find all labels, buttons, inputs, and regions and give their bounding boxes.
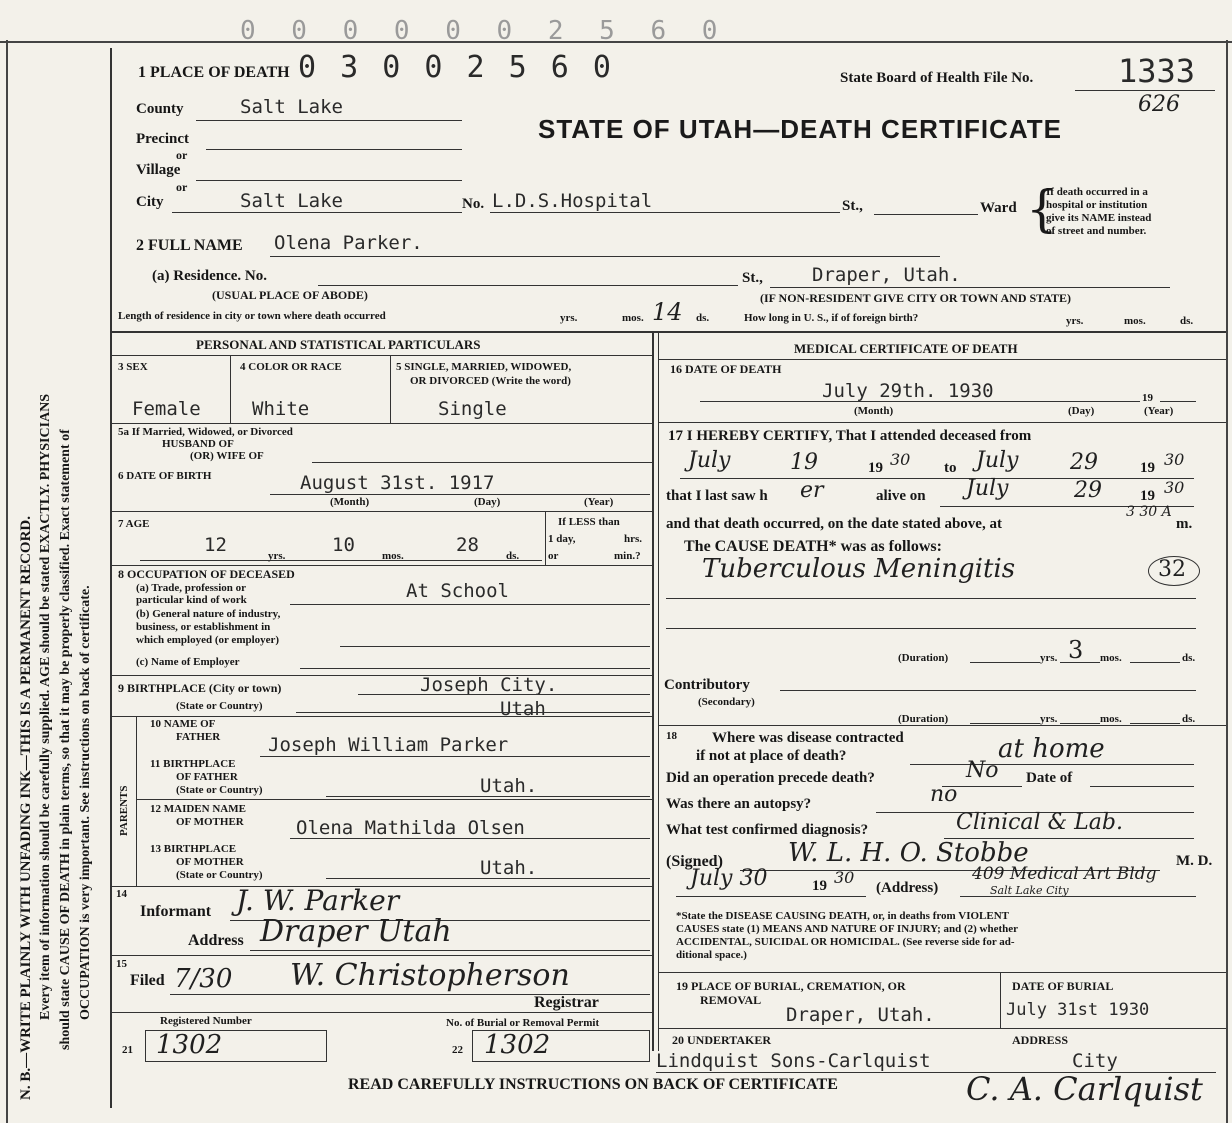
- us-ds: ds.: [1180, 315, 1194, 327]
- burial-label-2: REMOVAL: [700, 993, 762, 1007]
- burial-place: Draper, Utah.: [786, 1004, 935, 1026]
- village-label: Village: [136, 162, 181, 178]
- contributory-label: Contributory: [664, 677, 750, 693]
- sex-value: Female: [132, 398, 201, 420]
- less-hrs: hrs.: [624, 533, 643, 545]
- dob-day: (Day): [474, 496, 501, 508]
- mother-birthplace: Utah.: [480, 857, 538, 879]
- informant-address: Draper Utah: [260, 914, 452, 949]
- file-number-label: State Board of Health File No.: [840, 70, 1034, 86]
- father-bp-1: 11 BIRTHPLACE: [150, 758, 236, 770]
- birthplace-state: Utah: [500, 698, 546, 720]
- dod-year: (Year): [1144, 405, 1174, 417]
- certify-line: 17 I HEREBY CERTIFY, That I attended deceased from: [668, 428, 1032, 444]
- registered-number-label: Registered Number: [160, 1015, 252, 1027]
- father-label-2: FATHER: [176, 731, 221, 743]
- item-15-number: 15: [116, 958, 127, 970]
- operation-date-label: Date of: [1026, 770, 1073, 786]
- test-label: What test confirmed diagnosis?: [666, 822, 869, 838]
- birthplace-city: Joseph City.: [420, 674, 558, 696]
- autopsy-label: Was there an autopsy?: [666, 796, 812, 812]
- personal-heading: PERSONAL AND STATISTICAL PARTICULARS: [196, 337, 481, 352]
- duration2-yrs: yrs.: [1040, 713, 1058, 725]
- street-no-value: L.D.S.Hospital: [492, 190, 653, 212]
- duration-mos: mos.: [1100, 652, 1122, 664]
- document-title: STATE OF UTAH—DEATH CERTIFICATE: [538, 114, 1062, 144]
- city-value: Salt Lake: [240, 190, 343, 212]
- item-18-number: 18: [666, 730, 677, 742]
- place-of-death-label: 1 PLACE OF DEATH: [138, 64, 290, 81]
- mother-bp-3: (State or Country): [176, 869, 263, 881]
- attended-to-label: to: [944, 460, 957, 476]
- occupation-b-2: business, or establishment in: [136, 621, 271, 633]
- cause-value: Tuberculous Meningitis: [702, 554, 1016, 584]
- length-of-residence-label: Length of residence in city or town where death occurred: [118, 310, 386, 322]
- item-14-number: 14: [116, 888, 127, 900]
- age-ds: ds.: [506, 550, 520, 562]
- attended-to-month: July: [976, 448, 1019, 473]
- occupation-b-1: (b) General nature of industry,: [136, 608, 281, 620]
- or-1: or: [176, 148, 188, 162]
- last-saw-label: that I last saw h: [666, 488, 768, 504]
- spouse-label-3: (OR) WIFE OF: [190, 450, 264, 462]
- age-mos: mos.: [382, 550, 404, 562]
- form-left-rule: [110, 48, 112, 1108]
- residence-st-label: St.,: [742, 270, 763, 286]
- ward-label: Ward: [980, 200, 1017, 216]
- dod-label: 16 DATE OF DEATH: [670, 362, 782, 376]
- side-note-line-2: Every item of information should be carefully supplied. AGE should be stated EXACTLY. PHYSICIANS: [38, 393, 53, 1020]
- father-value: Joseph William Parker: [268, 734, 509, 756]
- attended-from-19: 19: [868, 460, 883, 476]
- mother-bp-2: OF MOTHER: [176, 856, 244, 868]
- cause-code: 32: [1158, 557, 1186, 582]
- color-value: White: [252, 398, 310, 420]
- undertaker-address-label: ADDRESS: [1012, 1033, 1069, 1047]
- residence-value: Draper, Utah.: [812, 264, 961, 286]
- ward-note-4: of street and number.: [1046, 225, 1147, 237]
- length-yrs: yrs.: [560, 312, 578, 324]
- file-number: 1333: [1118, 52, 1196, 90]
- precinct-label: Precinct: [136, 131, 190, 147]
- note-line-3: ACCIDENTAL, SUICIDAL OR HOMICIDAL. (See reverse side for ad-: [676, 936, 1015, 948]
- city-label: City: [136, 194, 164, 210]
- full-name-label: 2 FULL NAME: [136, 237, 243, 254]
- occupation-value: At School: [406, 580, 509, 602]
- dod-value: July 29th. 1930: [822, 380, 994, 402]
- spouse-label-1: 5a If Married, Widowed, or Divorced: [118, 426, 293, 438]
- dod-19: 19: [1142, 392, 1153, 404]
- sex-label: 3 SEX: [118, 361, 148, 373]
- where-contracted-value: at home: [998, 734, 1105, 764]
- length-ds: ds.: [696, 312, 710, 324]
- less-min: min.?: [614, 550, 641, 562]
- alive-month: July: [966, 476, 1009, 501]
- attended-to-19: 19: [1140, 460, 1155, 476]
- duration2-label: (Duration): [898, 713, 949, 725]
- undertaker-label: 20 UNDERTAKER: [672, 1033, 772, 1047]
- right-border: [1226, 40, 1228, 1123]
- or-2: or: [176, 180, 188, 194]
- death-m-label: m.: [1176, 516, 1193, 532]
- color-label: 4 COLOR OR RACE: [240, 361, 342, 373]
- mother-label-2: OF MOTHER: [176, 816, 244, 828]
- father-label-1: 10 NAME OF: [150, 718, 216, 730]
- undertaker-address: City: [1072, 1050, 1118, 1072]
- us-yrs: yrs.: [1066, 315, 1084, 327]
- duration-label: (Duration): [898, 652, 949, 664]
- signed-label: (Signed): [666, 853, 723, 870]
- birthplace-state-label: (State or Country): [176, 700, 263, 712]
- burial-date-label: DATE OF BURIAL: [1012, 979, 1114, 993]
- md-label: M. D.: [1176, 853, 1213, 869]
- age-days: 28: [456, 534, 479, 556]
- top-border: [0, 41, 1232, 43]
- alive-on-label: alive on: [876, 488, 926, 504]
- ward-note-3: give its NAME instead: [1046, 212, 1152, 224]
- burial-date: July 31st 1930: [1006, 1000, 1150, 1020]
- dod-month: (Month): [854, 405, 894, 417]
- nonresident-label: (IF NON-RESIDENT GIVE CITY OR TOWN AND STATE): [760, 291, 1072, 305]
- full-name-value: Olena Parker.: [274, 232, 423, 254]
- note-line-1: *State the DISEASE CAUSING DEATH, or, in deaths from VIOLENT: [676, 910, 1010, 922]
- death-occurred-label: and that death occurred, on the date stated above, at: [666, 516, 1002, 532]
- faded-top-number: 0 0 0 0 0 0 2 5 6 0: [240, 16, 728, 46]
- usual-place-label: (USUAL PLACE OF ABODE): [212, 288, 368, 302]
- attended-from-year: 30: [890, 450, 911, 469]
- medical-heading: MEDICAL CERTIFICATE OF DEATH: [794, 341, 1018, 356]
- undertaker-signature: C. A. Carlquist: [966, 1070, 1203, 1108]
- physician-signature: W. L. H. O. Stobbe: [788, 838, 1029, 868]
- parents-label: PARENTS: [118, 785, 130, 836]
- where-contracted-label-2: if not at place of death?: [696, 748, 847, 764]
- age-yrs: yrs.: [268, 550, 286, 562]
- duration-mos-value: 3: [1068, 636, 1084, 664]
- burial-permit-label: No. of Burial or Removal Permit: [446, 1017, 600, 1029]
- mother-value: Olena Mathilda Olsen: [296, 817, 525, 839]
- registrar-signature: W. Christopherson: [290, 958, 570, 993]
- operation-label: Did an operation precede death?: [666, 770, 875, 786]
- autopsy-value: no: [930, 782, 958, 807]
- duration-ds: ds.: [1182, 652, 1196, 664]
- age-years: 12: [204, 534, 227, 556]
- operation-value: No: [966, 758, 999, 783]
- marital-label-2: OR DIVORCED (Write the word): [410, 375, 571, 387]
- side-note-line-4: OCCUPATION is very important. See instructions on back of certificate.: [78, 585, 93, 1020]
- less-or: or: [548, 550, 559, 562]
- alive-year: 30: [1164, 478, 1185, 497]
- occupation-a-2: particular kind of work: [136, 594, 247, 606]
- attended-from-day: 19: [790, 450, 818, 475]
- death-time: 3 30 A: [1126, 504, 1172, 520]
- how-long-us-label: How long in U. S., if of foreign birth?: [744, 312, 919, 324]
- certificate-stamp-number: 0 3 0 0 2 5 6 0: [298, 50, 614, 85]
- occupation-a-1: (a) Trade, profession or: [136, 582, 246, 594]
- attended-to-year: 30: [1164, 450, 1185, 469]
- ward-note-1: If death occurred in a: [1046, 186, 1148, 198]
- father-bp-3: (State or Country): [176, 784, 263, 796]
- physician-address: 409 Medical Art Bldg: [972, 864, 1157, 884]
- dod-day: (Day): [1068, 405, 1095, 417]
- street-label: St.,: [842, 198, 863, 214]
- duration2-ds: ds.: [1182, 713, 1196, 725]
- undertaker-name: Lindquist Sons-Carlquist: [656, 1050, 931, 1072]
- length-days: 14: [652, 298, 683, 326]
- birthplace-label: 9 BIRTHPLACE (City or town): [118, 681, 282, 695]
- filed-date: 7/30: [174, 964, 233, 994]
- registrar-label: Registrar: [534, 994, 599, 1011]
- left-border: [6, 40, 8, 1123]
- age-months: 10: [332, 534, 355, 556]
- section-rule-top: [112, 331, 1226, 333]
- marital-value: Single: [438, 398, 507, 420]
- duration-yrs: yrs.: [1040, 652, 1058, 664]
- signed-year: 30: [834, 868, 855, 887]
- side-note-line-3: should state CAUSE OF DEATH in plain terms, so that it may be properly classified. Exact statement of: [58, 429, 73, 1050]
- mother-bp-1: 13 BIRTHPLACE: [150, 843, 237, 855]
- street-no-label: No.: [462, 196, 485, 212]
- informant-address-label: Address: [188, 932, 244, 949]
- column-divider-2: [658, 331, 659, 1051]
- duration2-mos: mos.: [1100, 713, 1122, 725]
- side-note-line-1: N. B.—WRITE PLAINLY WITH UNFADING INK—THIS IS A PERMANENT RECORD.: [18, 516, 34, 1100]
- filed-label: Filed: [130, 972, 165, 989]
- burial-label-1: 19 PLACE OF BURIAL, CREMATION, OR: [676, 979, 906, 993]
- alive-19: 19: [1140, 488, 1155, 504]
- dob-value: August 31st. 1917: [300, 472, 495, 494]
- length-mos: mos.: [622, 312, 644, 324]
- alive-day: 29: [1074, 478, 1102, 503]
- age-label: 7 AGE: [118, 518, 150, 530]
- employer-label: (c) Name of Employer: [136, 656, 240, 668]
- occupation-label: 8 OCCUPATION OF DECEASED: [118, 567, 295, 581]
- mother-label-1: 12 MAIDEN NAME: [150, 803, 246, 815]
- spouse-label-2: HUSBAND OF: [162, 438, 234, 450]
- ward-brace: {: [1026, 180, 1058, 238]
- secondary-label: (Secondary): [698, 696, 755, 708]
- test-value: Clinical & Lab.: [956, 810, 1123, 835]
- signed-date: July 30: [690, 866, 768, 891]
- us-mos: mos.: [1124, 315, 1146, 327]
- occupation-b-3: which employed (or employer): [136, 634, 280, 646]
- residence-label: (a) Residence. No.: [152, 268, 267, 284]
- cause-label: The CAUSE DEATH* was as follows:: [684, 538, 942, 555]
- file-sub-number: 626: [1138, 92, 1180, 117]
- note-line-2: CAUSES state (1) MEANS AND NATURE OF INJURY; and (2) whether: [676, 923, 1019, 935]
- item-21-number: 21: [122, 1044, 133, 1056]
- county-value: Salt Lake: [240, 96, 343, 118]
- informant-label: Informant: [140, 903, 212, 920]
- father-birthplace: Utah.: [480, 775, 538, 797]
- dob-label: 6 DATE OF BIRTH: [118, 470, 212, 482]
- dob-month: (Month): [330, 496, 370, 508]
- attended-from-month: July: [688, 448, 731, 473]
- attended-to-day: 29: [1070, 450, 1098, 475]
- dob-year: (Year): [584, 496, 614, 508]
- column-divider: [652, 331, 654, 1051]
- less-than-label: If LESS than: [558, 516, 620, 528]
- registered-number: 1302: [156, 1030, 223, 1060]
- marital-label-1: 5 SINGLE, MARRIED, WIDOWED,: [396, 361, 572, 373]
- last-saw-her: er: [800, 478, 824, 503]
- county-label: County: [136, 101, 184, 117]
- where-contracted-label-1: Where was disease contracted: [712, 730, 904, 746]
- father-bp-2: OF FATHER: [176, 771, 238, 783]
- informant-signature: J. W. Parker: [236, 884, 400, 917]
- physician-address-label: (Address): [876, 880, 939, 896]
- signed-19: 19: [812, 878, 827, 894]
- item-22-number: 22: [452, 1044, 463, 1056]
- ward-note-2: hospital or institution: [1046, 199, 1148, 211]
- footer-instructions: READ CAREFULLY INSTRUCTIONS ON BACK OF CERTIFICATE: [348, 1076, 838, 1093]
- burial-permit-number: 1302: [484, 1030, 551, 1060]
- physician-address-2: Salt Lake City: [990, 884, 1069, 897]
- note-line-4: ditional space.): [676, 949, 747, 961]
- less-one-day: 1 day,: [548, 533, 576, 545]
